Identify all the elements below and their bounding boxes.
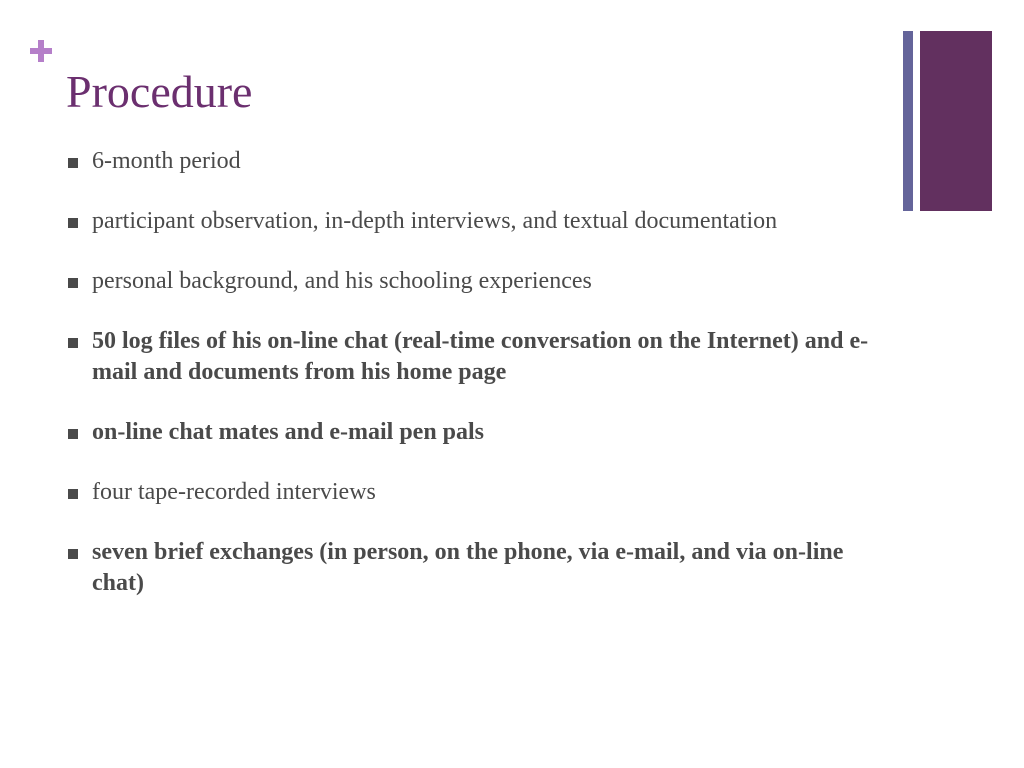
bullet-text: 6-month period xyxy=(92,148,241,174)
bullet-item xyxy=(66,266,886,297)
bullet-square-icon xyxy=(68,278,78,288)
accent-bar-thick xyxy=(920,31,992,211)
bullet-text: four tape-recorded interviews xyxy=(92,479,376,505)
bullet-text: seven brief exchanges (in person, on the phone, via e-mail, and via on-line chat) xyxy=(92,539,844,596)
bullet-square-icon xyxy=(68,429,78,439)
bullet-text: 50 log files of his on-line chat (real-time conversation on the Internet) and e-mail and documents from his home page xyxy=(92,328,869,385)
plus-icon xyxy=(28,38,54,64)
bullet-text: on-line chat mates and e-mail pen pals xyxy=(92,419,485,445)
bullet-square-icon xyxy=(68,489,78,499)
bullet-item xyxy=(66,417,886,448)
bullet-item xyxy=(66,537,886,599)
bullet-square-icon xyxy=(68,218,78,228)
bullet-text: participant observation, in-depth interviews, and textual documentation xyxy=(92,208,778,234)
slide-title: Procedure xyxy=(66,66,253,117)
bullet-item xyxy=(66,206,886,237)
bullet-square-icon xyxy=(68,549,78,559)
bullet-list xyxy=(66,146,886,628)
bullet-square-icon xyxy=(68,158,78,168)
accent-bar-thin xyxy=(903,31,913,211)
bullet-square-icon xyxy=(68,338,78,348)
bullet-text: personal background, and his schooling experiences xyxy=(92,268,592,294)
bullet-item xyxy=(66,326,886,388)
bullet-item xyxy=(66,477,886,508)
bullet-item xyxy=(66,146,886,177)
